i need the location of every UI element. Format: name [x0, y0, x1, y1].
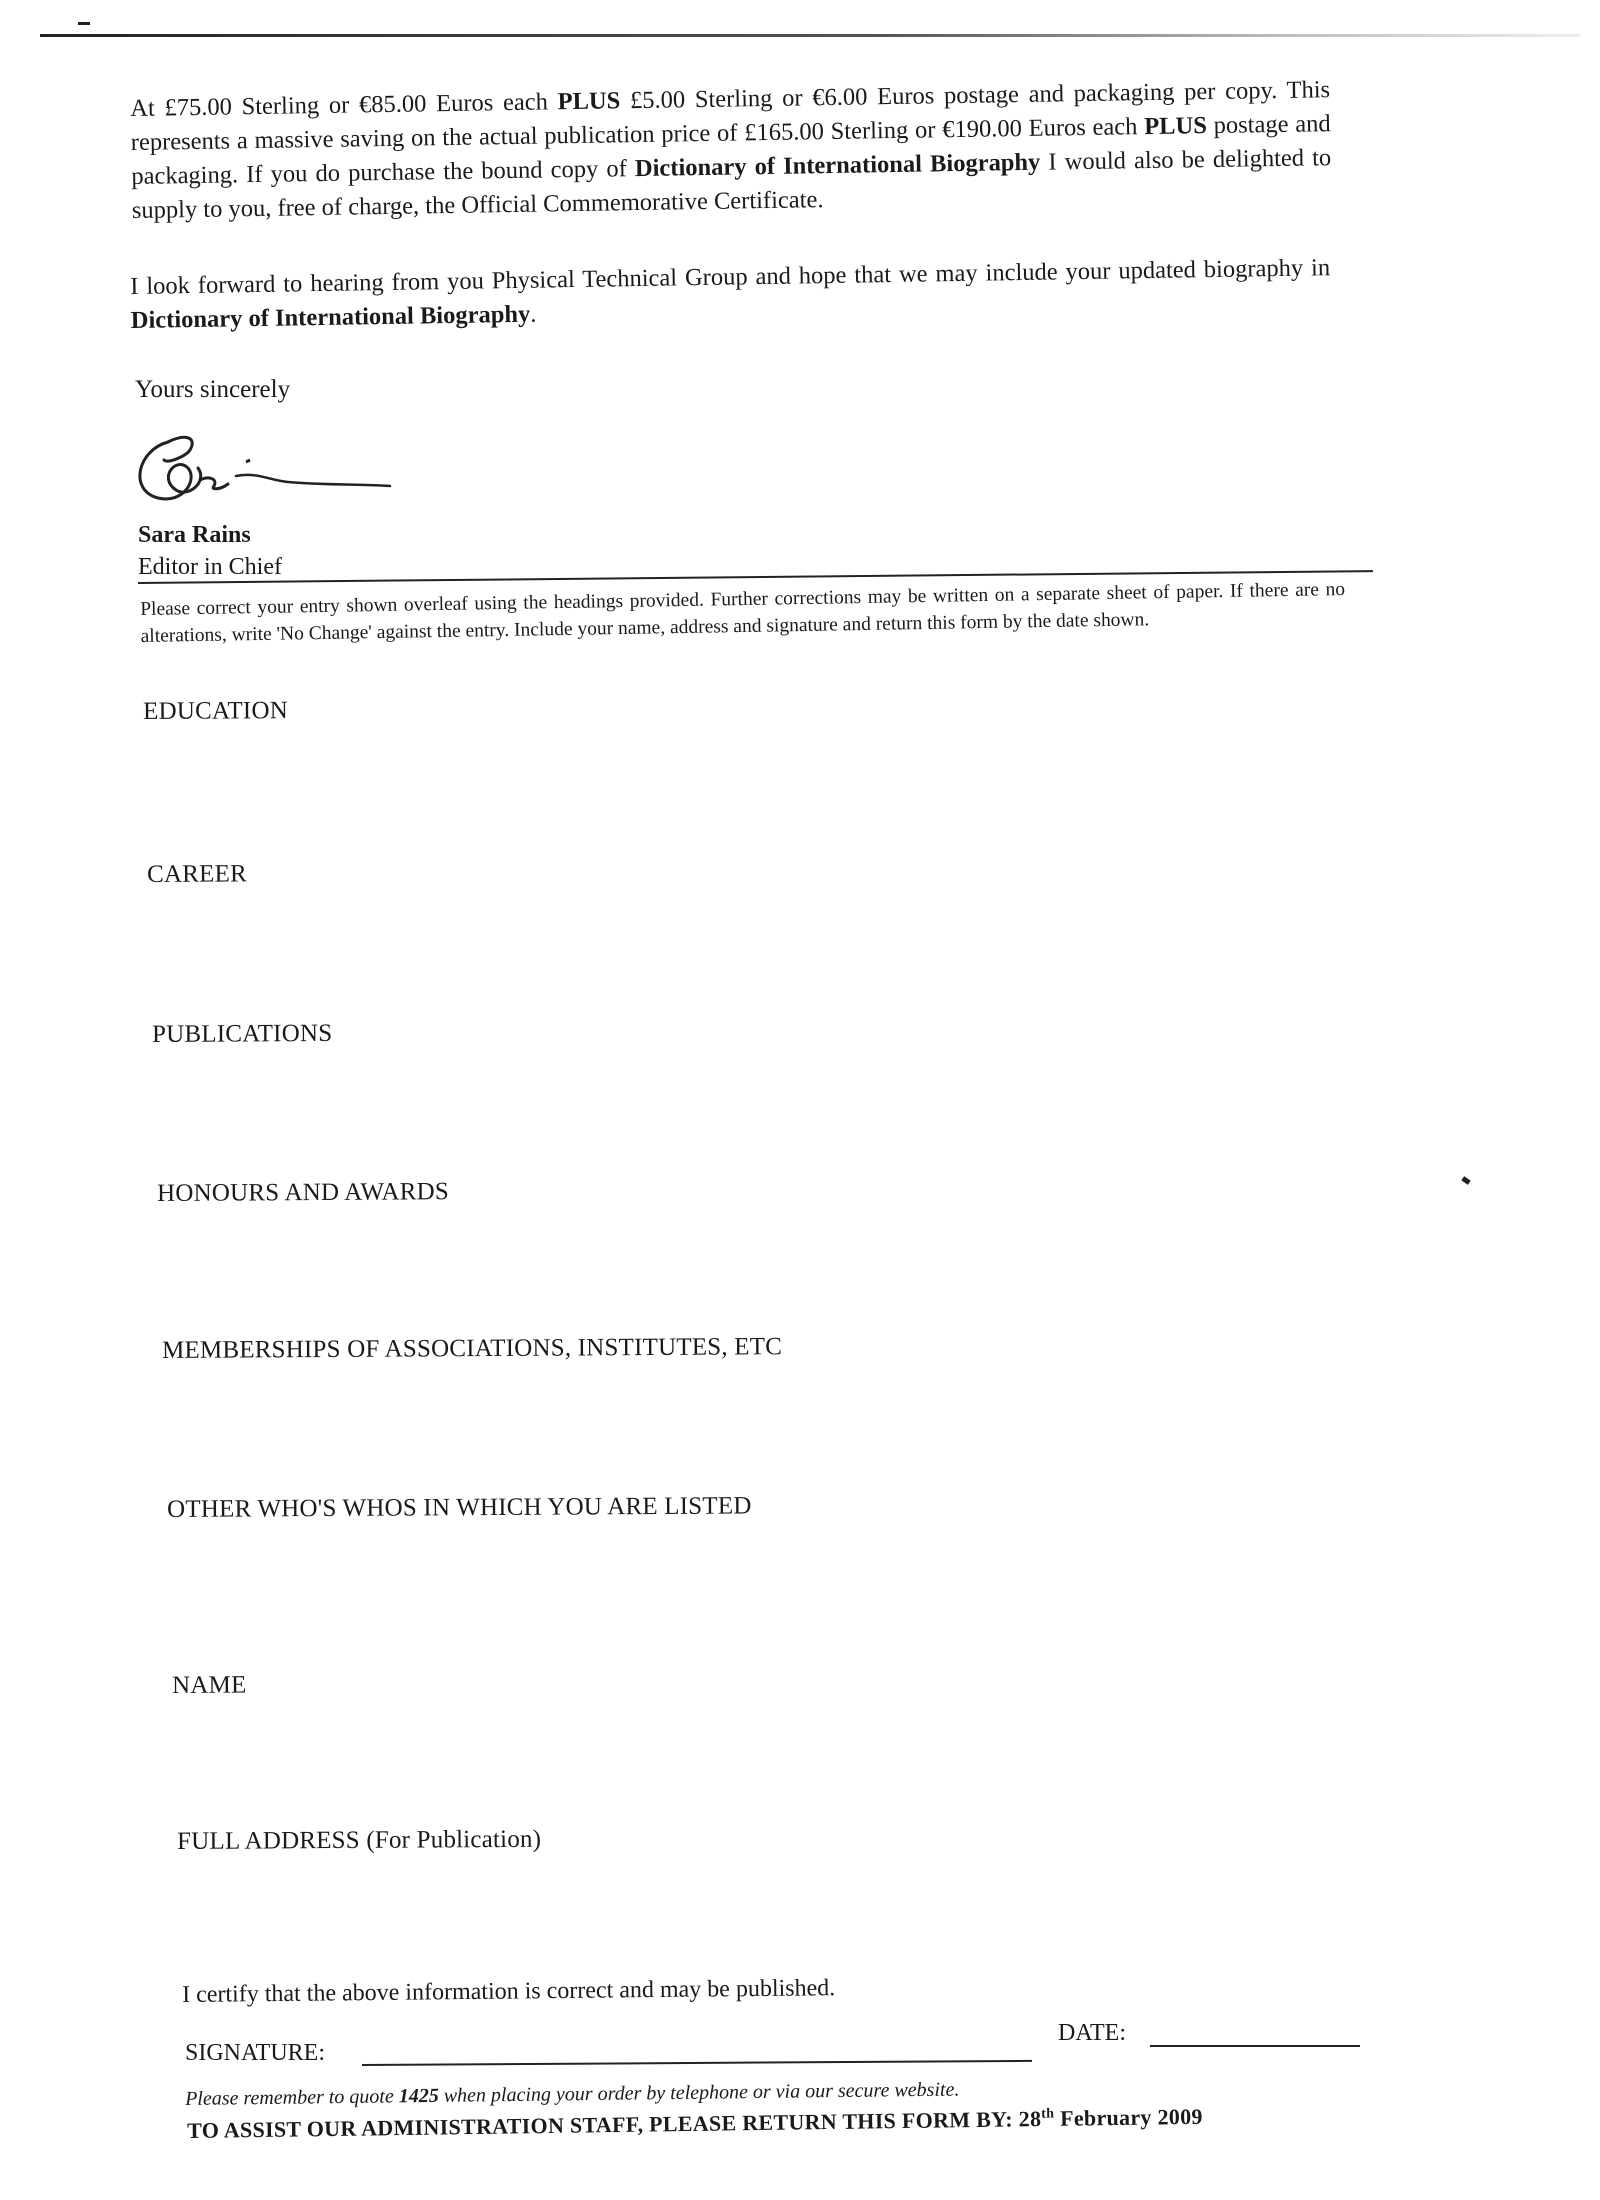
return-text: TO ASSIST OUR ADMINISTRATION STAFF, PLEASE RETURN THIS FORM BY: — [187, 2106, 1019, 2143]
heading-education: EDUCATION — [143, 697, 289, 725]
heading-full-address: FULL ADDRESS (For Publication) — [177, 1825, 542, 1855]
heading-honours-awards: HONOURS AND AWARDS — [157, 1178, 450, 1207]
scan-speck — [1461, 1176, 1470, 1185]
order-reminder — [185, 2079, 960, 2111]
reminder-text: Please remember to quote — [185, 2085, 399, 2110]
signer-title: Editor in Chief — [138, 554, 282, 580]
signature-label: SIGNATURE: — [185, 2040, 326, 2066]
reference-number: 1425 — [398, 2084, 439, 2108]
form-instructions: Please correct your entry shown overleaf using the headings provided. Further corrections may be written on a separate sheet of paper. If there are no alterations, write 'No Change' against the entry. Include your name, address and signature and return this form by the date shown. — [140, 579, 1346, 647]
return-day: 28 — [1018, 2106, 1042, 2132]
return-month-year: February 2009 — [1054, 2103, 1203, 2131]
heading-other-whos-whos: OTHER WHO'S WHOS IN WHICH YOU ARE LISTED — [167, 1492, 752, 1523]
return-day-suffix: th — [1041, 2106, 1055, 2122]
paragraph-text: At £75.00 Sterling or €85.00 Euros each — [130, 88, 558, 122]
reminder-text: when placing your order by telephone or via our secure website. — [438, 2078, 960, 2107]
paragraph-text: postage and packaging. If you do purchase the bound copy of — [131, 110, 1331, 190]
paragraph-text: I would also be delighted to supply to you, free of charge, the Official Commemorative Certificate. — [131, 144, 1332, 224]
date-label: DATE: — [1058, 2020, 1126, 2046]
closing-salutation: Yours sincerely — [135, 376, 291, 403]
return-deadline — [187, 2104, 1203, 2144]
scan-mark — [78, 22, 90, 25]
signature-field[interactable] — [362, 2060, 1032, 2066]
paragraph-bold: PLUS — [557, 87, 621, 116]
paragraph-text: £5.00 Sterling or €6.00 Euros postage and packaging per copy. This represents a massive saving on the actual publication price of £165.00 Sterling or €190.00 Euros each — [130, 76, 1331, 156]
heading-publications: PUBLICATIONS — [152, 1019, 333, 1048]
certification-statement: I certify that the above information is correct and may be published. — [182, 1975, 836, 2008]
heading-memberships: MEMBERSHIPS OF ASSOCIATIONS, INSTITUTES, ETC — [162, 1333, 783, 1364]
heading-name: NAME — [172, 1671, 247, 1699]
date-field[interactable] — [1150, 2045, 1360, 2047]
paragraph-text: . — [530, 300, 537, 328]
top-rule — [40, 34, 1580, 37]
handwritten-signature — [128, 420, 408, 520]
closing-paragraph — [130, 251, 1331, 338]
paragraph-bold: Dictionary of International Biography — [130, 300, 531, 334]
paragraph-bold: Dictionary of International Biography — [634, 148, 1041, 183]
heading-career: CAREER — [147, 860, 247, 888]
signer-name: Sara Rains — [138, 522, 251, 548]
paragraph-text: I look forward to hearing from you Physical Technical Group and hope that we may include your updated biography in — [130, 254, 1331, 300]
paragraph-bold: PLUS — [1144, 112, 1208, 141]
pricing-paragraph — [130, 73, 1332, 228]
